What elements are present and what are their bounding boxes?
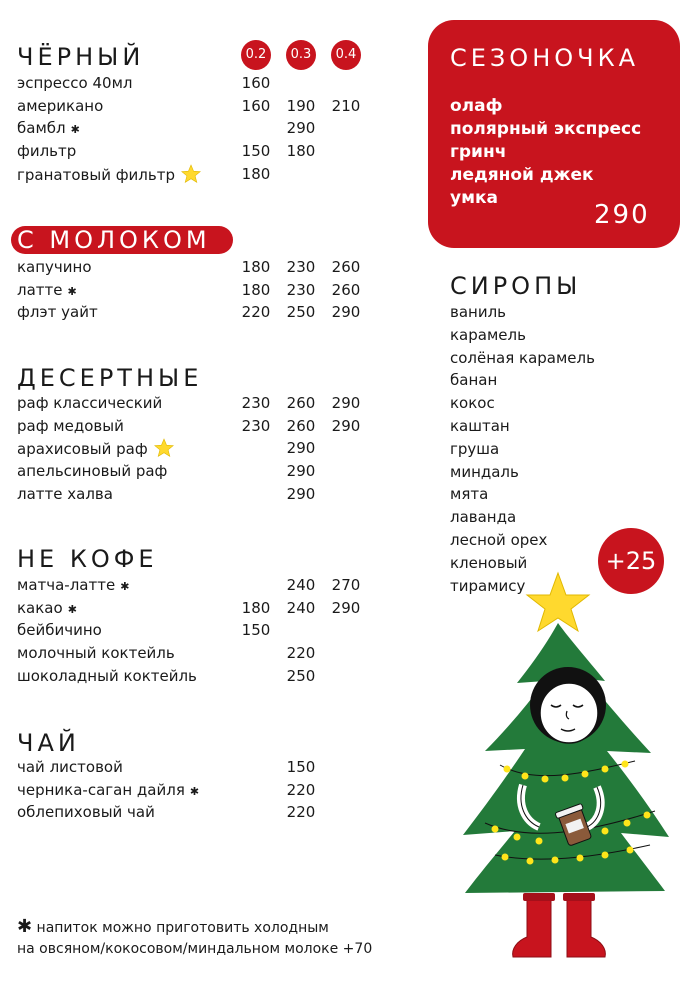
seasonal-price: 290 — [594, 200, 650, 230]
menu-item-price: 240 — [286, 598, 316, 617]
menu-item-label: фильтр — [17, 142, 77, 161]
menu-item-name — [17, 620, 102, 640]
footnote-line-1 — [17, 916, 329, 939]
syrup-price-badge: +25 — [598, 528, 664, 594]
menu-item-label: раф классический — [17, 394, 163, 412]
star-icon — [181, 164, 201, 189]
cold-option-asterisk: ✱ — [120, 580, 130, 593]
menu-item-price: 220 — [286, 780, 316, 799]
menu-item-price: 260 — [331, 280, 361, 299]
tree-star-icon — [527, 573, 589, 631]
syrup-item: миндаль — [450, 462, 519, 481]
menu-item-price: 290 — [286, 462, 316, 481]
menu-item-name — [17, 73, 132, 93]
menu-item-price: 150 — [241, 142, 271, 161]
menu-item-name — [17, 484, 113, 504]
syrup-item: кленовый — [450, 553, 528, 572]
menu-item-label: флэт уайт — [17, 303, 98, 322]
menu-item-price: 290 — [286, 484, 316, 503]
cold-option-asterisk: ✱ — [67, 284, 77, 298]
menu-item-price: 290 — [331, 598, 361, 617]
menu-item-price: 230 — [286, 258, 316, 276]
menu-item-price: 160 — [241, 96, 271, 115]
seasonal-title: СЕЗОНОЧКА — [450, 44, 640, 72]
size-badge-small: 0.2 — [241, 40, 271, 70]
menu-item-price: 180 — [241, 258, 271, 276]
menu-item-price: 290 — [286, 119, 316, 138]
star-icon — [154, 438, 174, 463]
menu-item-name — [17, 643, 175, 663]
tree-body — [463, 623, 669, 893]
menu-item-name — [17, 438, 174, 463]
menu-item-price: 290 — [331, 394, 361, 412]
section-title-dessert: ДЕСЕРТНЫЕ — [17, 364, 203, 392]
menu-item-price: 180 — [241, 164, 271, 183]
menu-item-label: чай листовой — [17, 758, 123, 776]
section-title-tea: ЧАЙ — [17, 729, 80, 757]
menu-item-price: 150 — [241, 621, 271, 640]
menu-item-price: 150 — [286, 758, 316, 776]
menu-item-price: 190 — [286, 96, 316, 115]
syrup-item: кокос — [450, 394, 495, 413]
menu-item-label: бейбичино — [17, 621, 102, 640]
menu-item-name — [17, 302, 98, 322]
menu-item-name — [17, 257, 92, 277]
menu-item-label: капучино — [17, 258, 92, 276]
seasonal-item: умка — [450, 188, 498, 208]
seasonal-box — [428, 20, 680, 248]
menu-item-price: 260 — [286, 416, 316, 435]
menu-item-price: 220 — [241, 303, 271, 322]
seasonal-item: гринч — [450, 142, 507, 162]
syrup-item: ваниль — [450, 303, 507, 321]
menu-item-price: 160 — [241, 74, 271, 92]
footnote-asterisk: ✱ — [17, 916, 33, 937]
christmas-tree-character-illustration — [455, 565, 685, 985]
menu-item-price: 250 — [286, 666, 316, 685]
menu-item-label: шоколадный коктейль — [17, 666, 197, 685]
syrup-item: лесной орех — [450, 531, 548, 549]
menu-item-name — [17, 757, 123, 777]
red-boots — [513, 893, 606, 957]
menu-item-price: 230 — [241, 394, 271, 412]
syrup-item: солёная карамель — [450, 348, 595, 367]
menu-item-price: 260 — [286, 394, 316, 412]
menu-item-name — [17, 118, 80, 140]
section-title-milk: С МОЛОКОМ — [17, 226, 211, 254]
menu-item-name — [17, 666, 197, 686]
menu-item-price: 230 — [286, 280, 316, 299]
syrup-item: лаванда — [450, 508, 517, 527]
size-badge-large: 0.4 — [331, 40, 361, 70]
cold-option-asterisk: ✱ — [70, 123, 80, 137]
menu-item-price: 230 — [241, 416, 271, 435]
menu-item-price: 250 — [286, 303, 316, 322]
menu-item-name — [17, 280, 77, 302]
menu-item-label: американо — [17, 96, 104, 115]
menu-item-name — [17, 393, 162, 413]
menu-item-name — [17, 802, 155, 822]
menu-item-label: латте — [17, 280, 63, 299]
menu-item-price: 270 — [331, 576, 361, 594]
seasonal-item: ледяной джек — [450, 165, 594, 185]
menu-item-name — [17, 96, 103, 116]
syrups-title: СИРОПЫ — [450, 272, 582, 300]
menu-item-label: матча-латте — [17, 576, 116, 594]
menu-item-label: черника-саган дайля — [17, 780, 185, 799]
syrup-item: карамель — [450, 325, 526, 344]
syrup-item: мята — [450, 485, 489, 504]
cold-option-asterisk: ✱ — [67, 602, 77, 616]
footnote-line-2: на овсяном/кокосовом/миндальном молоке +70 — [17, 941, 373, 957]
menu-item-price: 290 — [286, 439, 316, 458]
face — [530, 667, 606, 743]
seasonal-item: олаф — [450, 96, 503, 116]
menu-item-price: 290 — [331, 303, 361, 322]
syrup-item: каштан — [450, 417, 510, 435]
menu-item-name — [17, 416, 124, 436]
seasonal-item: полярный экспресс — [450, 119, 642, 139]
menu-item-label: гранатовый фильтр — [17, 165, 175, 184]
menu-item-label: молочный коктейль — [17, 644, 175, 663]
menu-item-label: латте халва — [17, 484, 113, 503]
menu-item-label: раф медовый — [17, 416, 124, 435]
section-title-notcoffee: НЕ КОФЕ — [17, 545, 158, 573]
syrup-item: груша — [450, 439, 500, 458]
menu-item-name — [17, 141, 76, 161]
size-badge-medium: 0.3 — [286, 40, 316, 70]
menu-item-name — [17, 461, 167, 481]
menu-item-label: облепиховый чай — [17, 803, 155, 822]
menu-item-price: 290 — [331, 416, 361, 435]
menu-item-name — [17, 164, 201, 189]
menu-item-name — [17, 598, 77, 620]
menu-item-name — [17, 780, 199, 802]
syrup-item: банан — [450, 371, 498, 390]
footnote-text-1: напиток можно приготовить холодным — [36, 920, 329, 936]
menu-item-label: какао — [17, 598, 63, 617]
menu-item-price: 180 — [286, 142, 316, 161]
menu-item-label: бамбл — [17, 119, 66, 138]
syrup-item: тирамису — [450, 576, 526, 595]
cold-option-asterisk: ✱ — [189, 784, 200, 798]
menu-item-label: апельсиновый раф — [17, 462, 168, 481]
section-title-black: ЧЁРНЫЙ — [17, 43, 145, 71]
menu-item-name — [17, 575, 129, 597]
menu-item-price: 180 — [241, 598, 271, 617]
menu-item-price: 220 — [286, 803, 316, 822]
menu-item-price: 210 — [331, 96, 361, 115]
menu-item-price: 240 — [286, 576, 316, 594]
menu-item-price: 180 — [241, 280, 271, 299]
menu-item-label: эспрессо 40мл — [17, 74, 133, 92]
menu-item-price: 220 — [286, 644, 316, 663]
menu-item-price: 260 — [331, 258, 361, 276]
menu-item-label: арахисовый раф — [17, 440, 148, 459]
